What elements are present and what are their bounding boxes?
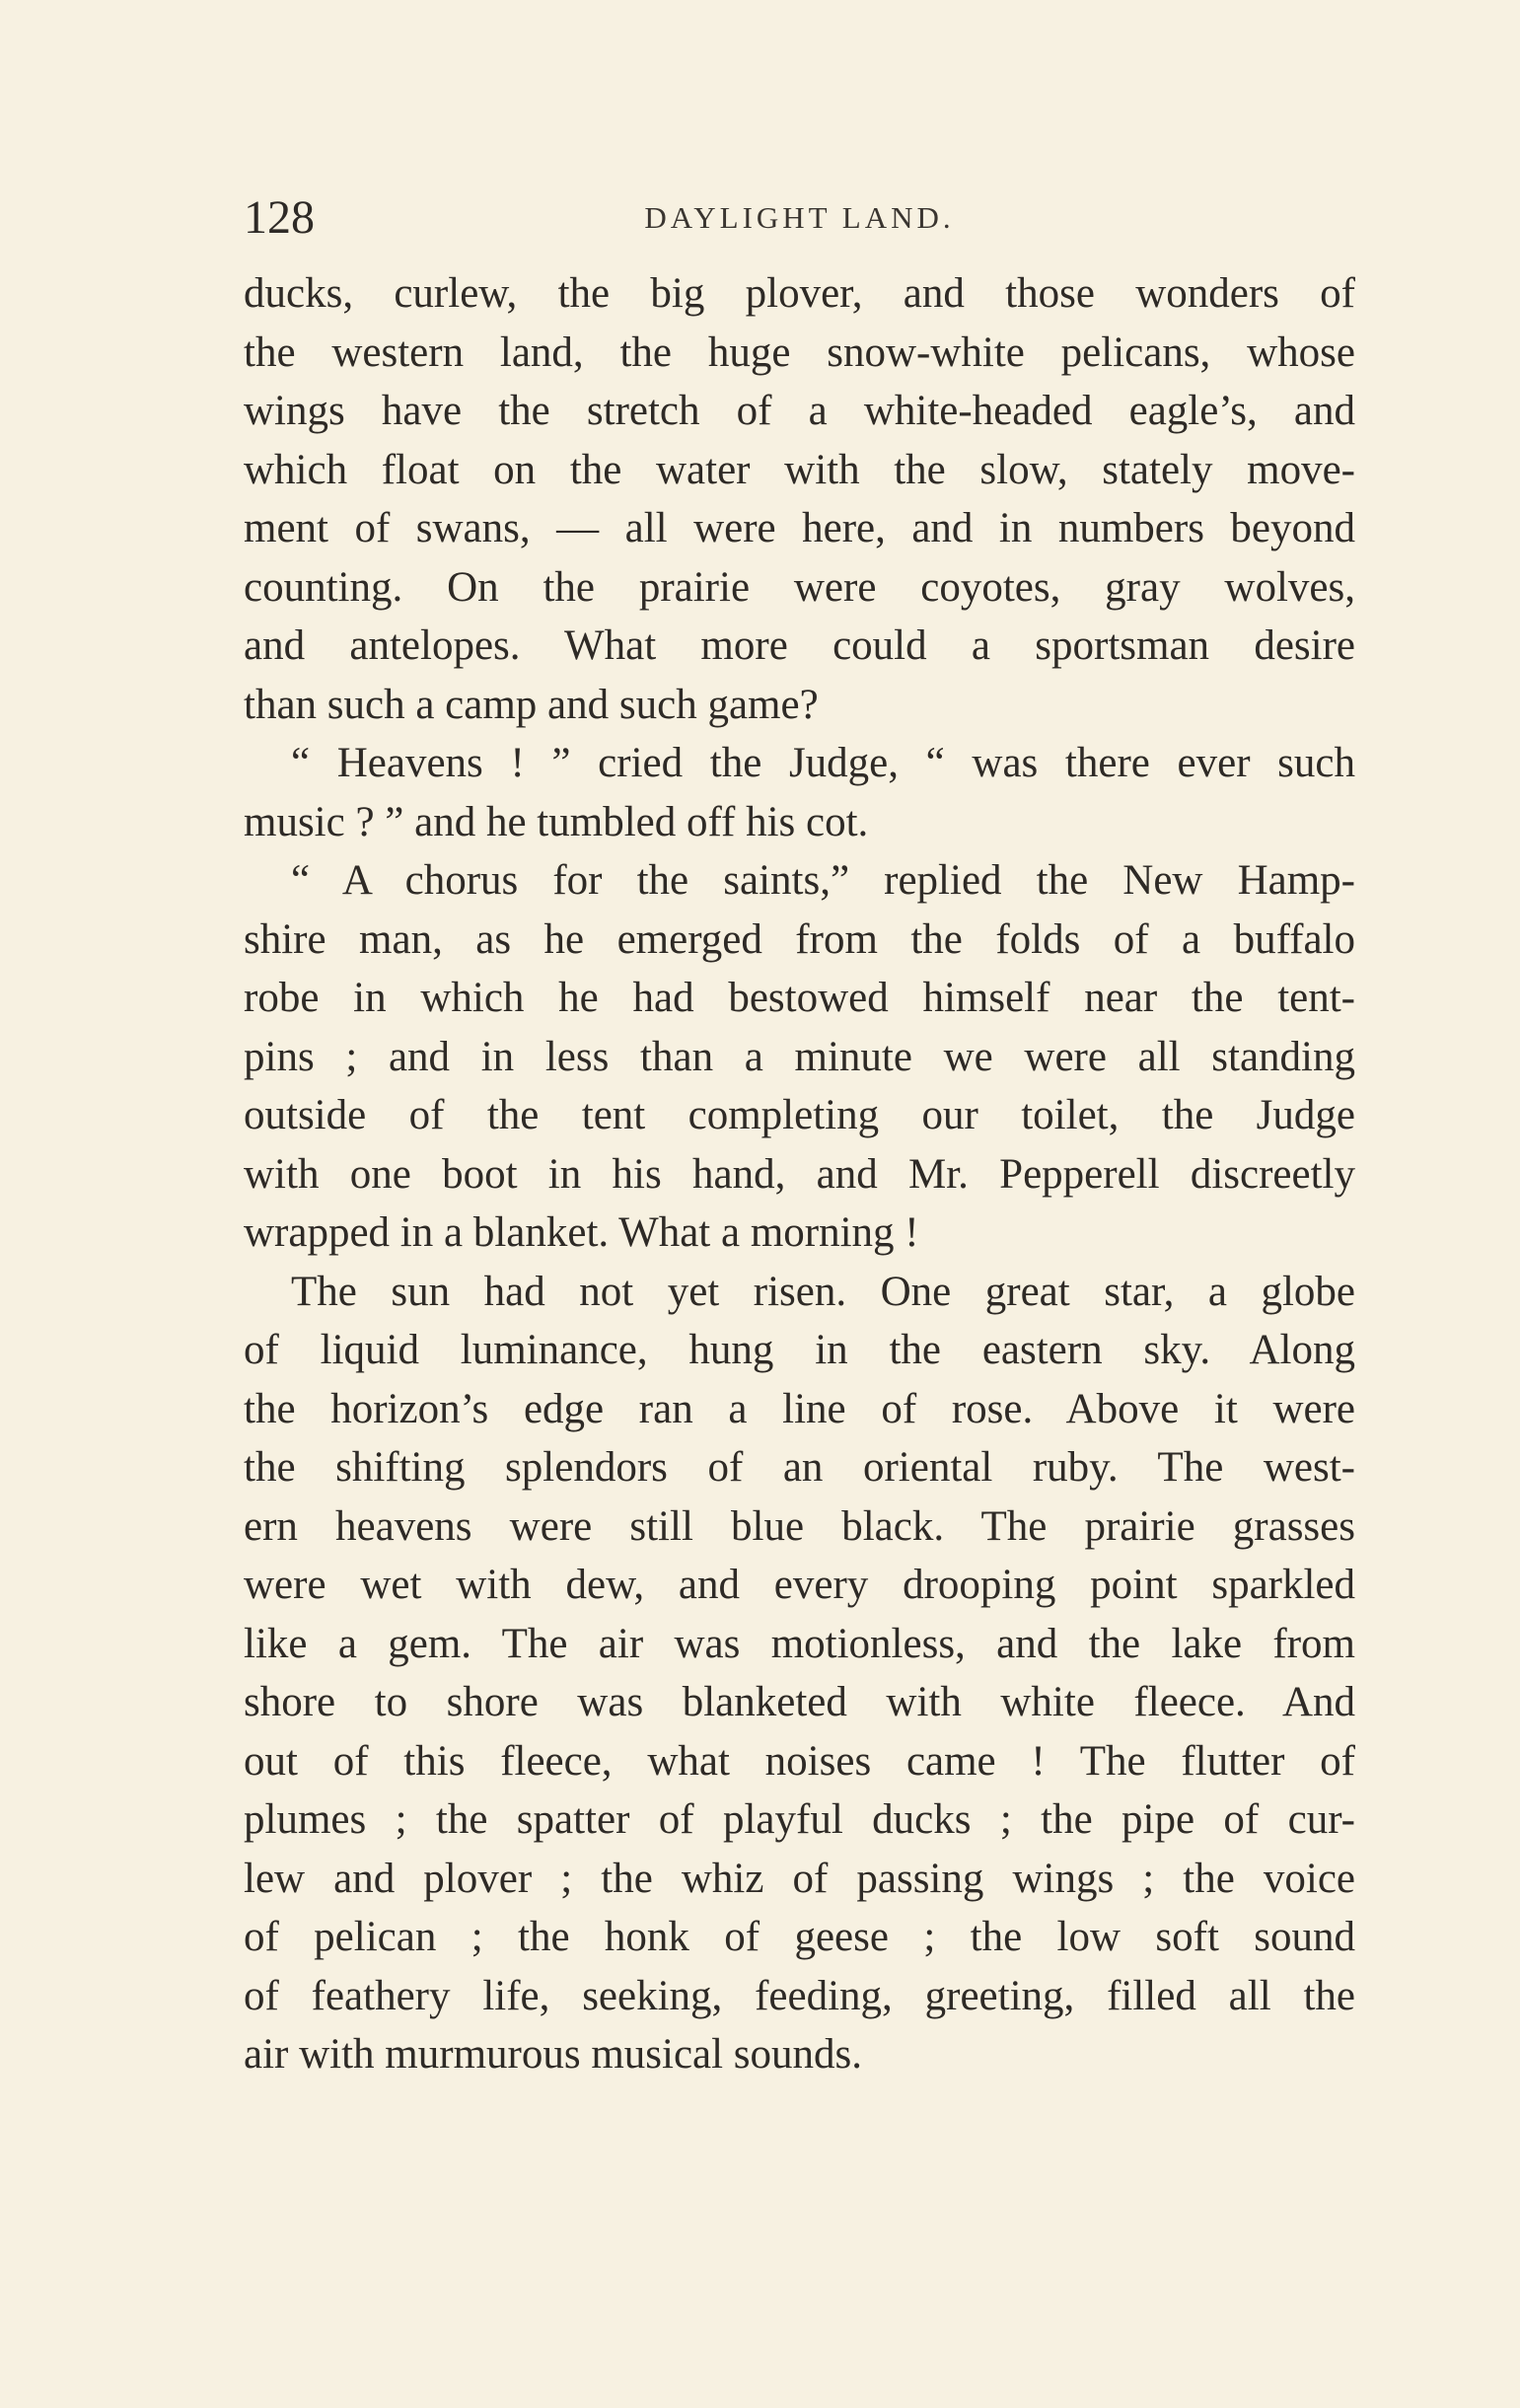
text-line: of pelican ; the honk of geese ; the low soft sound <box>244 1914 1355 1960</box>
text-line: pins ; and in less than a minute we were all standing <box>244 1033 1355 1080</box>
text-line: “ Heavens ! ” cried the Judge, “ was there ever such <box>291 740 1355 786</box>
text-line: ern heavens were still blue black. The prairie grasses <box>244 1502 1355 1550</box>
text-line: of feathery life, seeking, feeding, greeting, filled all the <box>244 1972 1355 2019</box>
text-line: plumes ; the spatter of playful ducks ; the pipe of cur- <box>244 1796 1355 1843</box>
text-line: music ? ” and he tumbled off his cot. <box>244 798 869 845</box>
text-line: wrapped in a blanket. What a morning ! <box>244 1209 919 1256</box>
text-line: the horizon’s edge ran a line of rose. Above it were <box>244 1385 1355 1432</box>
text-line: shire man, as he emerged from the folds of a buffalo <box>244 915 1355 963</box>
text-line: air with murmurous musical sounds. <box>244 2031 863 2078</box>
text-line: outside of the tent completing our toilet, the Judge <box>244 1092 1355 1138</box>
text-line: counting. On the prairie were coyotes, gray wolves, <box>244 563 1355 611</box>
page-header <box>244 183 1355 253</box>
text-line: “ A chorus for the saints,” replied the New Hamp- <box>291 857 1355 904</box>
text-line: shore to shore was blanketed with white fleece. And <box>244 1679 1355 1725</box>
body-text <box>244 264 1355 2084</box>
text-line: which float on the water with the slow, stately move- <box>244 446 1355 493</box>
text-line: than such a camp and such game? <box>244 681 819 728</box>
text-line: out of this fleece, what noises came ! The flutter of <box>244 1737 1355 1785</box>
text-line: wings have the stretch of a white-headed eagle’s, and <box>244 388 1355 434</box>
text-line: like a gem. The air was motionless, and the lake from <box>244 1620 1355 1667</box>
text-line: ducks, curlew, the big plover, and those wonders of <box>244 270 1355 317</box>
text-line: with one boot in his hand, and Mr. Pepperell discreetly <box>244 1150 1355 1198</box>
text-line: The sun had not yet risen. One great star, a globe <box>291 1268 1355 1315</box>
text-line: of liquid luminance, hung in the eastern sky. Along <box>244 1327 1355 1373</box>
text-line: ment of swans, — all were here, and in numbers beyond <box>244 505 1355 551</box>
text-line: the western land, the huge snow-white pelicans, whose <box>244 328 1355 376</box>
text-line: were wet with dew, and every drooping point sparkled <box>244 1562 1355 1608</box>
running-head: DAYLIGHT LAND. <box>644 200 955 235</box>
text-line: lew and plover ; the whiz of passing wings ; the voice <box>244 1855 1355 1902</box>
page-number: 128 <box>244 191 315 244</box>
text-line: robe in which he had bestowed himself near the tent- <box>244 975 1355 1021</box>
text-line: and antelopes. What more could a sportsman desire <box>244 622 1355 669</box>
text-line: the shifting splendors of an oriental ruby. The west- <box>244 1444 1355 1491</box>
